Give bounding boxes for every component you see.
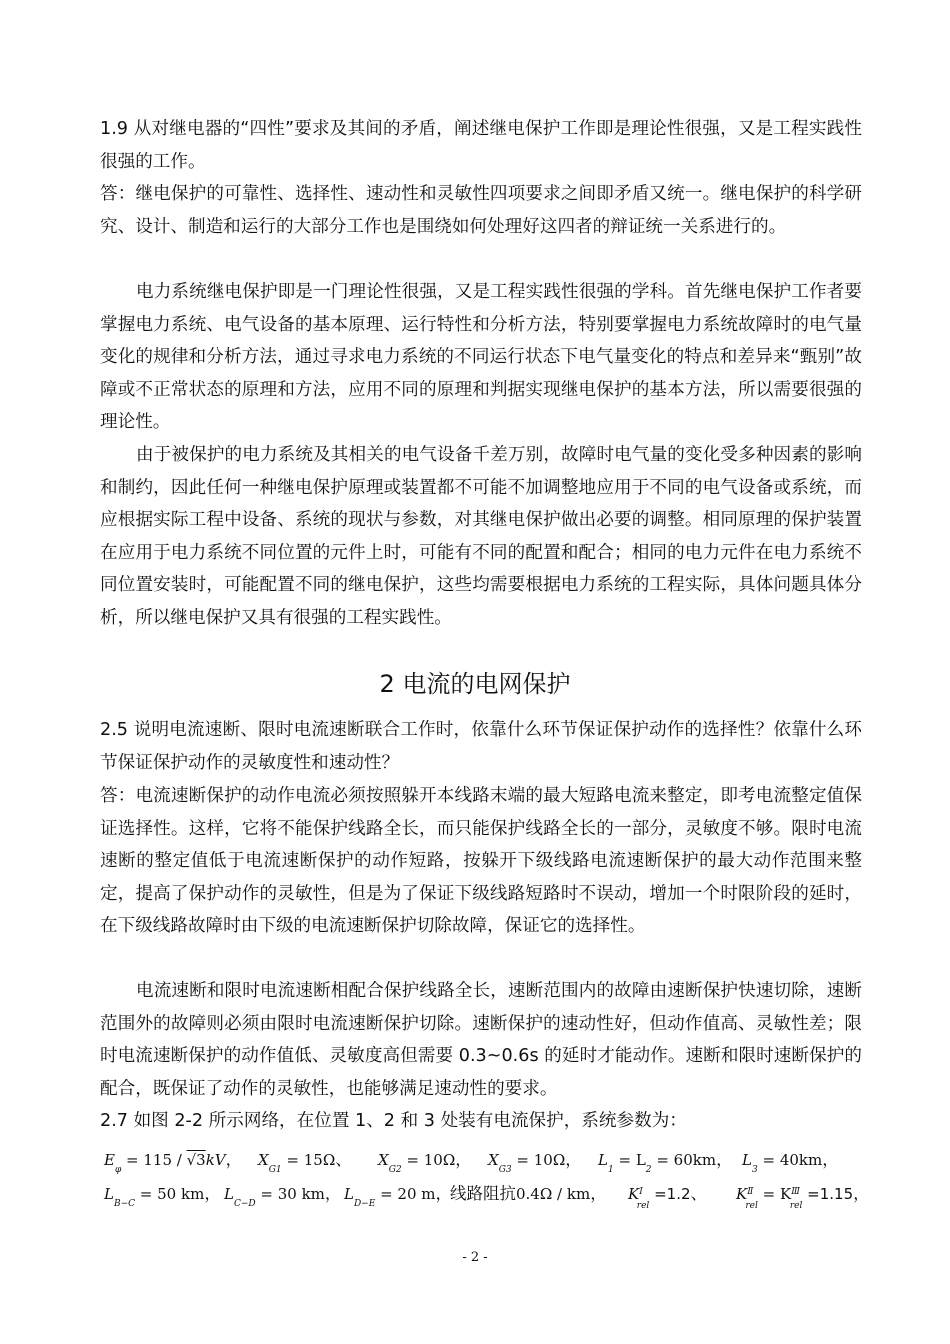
- answer-2-5: 答：电流速断保护的动作电流必须按照躲开本线路末端的最大短路电流来整定，即考电流整定值保证选择性。这样，它将不能保护线路全长，而只能保护线路全长的一部分，灵敏度不够。限时电流速断的整定值低于电流速断保护的动作短路，按躲开下级线路电流速断保护的最大动作范围来整定，提高了保护动作的灵敏性，但是为了保证下级线路短路时不误动，增加一个时限阶段的延时，在下级线路故障时由下级的电流速断保护切除故障，保证它的选择性。: [100, 786, 862, 936]
- param-line-impedance: 线路阻抗0.4Ω / km，: [450, 1184, 607, 1203]
- answer-1-9: 答：继电保护的可靠性、选择性、速动性和灵敏性四项要求之间即矛盾又统一。继电保护的科学研究、设计、制造和运行的大部分工作也是围绕如何处理好这四者的辩证统一关系进行的。: [100, 184, 862, 237]
- question-2-7: 2.7 如图 2-2 所示网络，在位置 1、2 和 3 处装有电流保护，系统参数为：: [100, 1111, 687, 1131]
- question-1-9: 1.9 从对继电器的“四性”要求及其间的矛盾，阐述继电保护工作即是理论性很强，又是工程实践性很强的工作。: [100, 119, 862, 172]
- param-k-rel-2-3: $K^Ⅱ_{rel} = K^Ⅲ_{rel} =1.15$，: [736, 1184, 870, 1211]
- paragraph-coordination: 电流速断和限时电流速断相配合保护线路全长，速断范围内的故障由速断保护快速切除，速断范围外的故障则必须由限时电流速断保护切除。速断保护的速动性好，但动作值高、灵敏性差；限时电流速断保护的动作值低、灵敏度高但需要 0.3~0.6s 的延时才能动作。速断和限时速断保护的配合，既保证了动作的灵敏性，也能够满足速动性的要求。: [100, 981, 862, 1099]
- paragraph-theory: 电力系统继电保护即是一门理论性很强，又是工程实践性很强的学科。首先继电保护工作者要掌握电力系统、电气设备的基本原理、运行特性和分析方法，特别要掌握电力系统故障时的电气量变化的规律和分析方法，通过寻求电力系统的不同运行状态下电气量变化的特点和差异来“甄别”故障或不正常状态的原理和方法，应用不同的原理和判据实现继电保护的基本方法，所以需要很强的理论性。: [100, 282, 862, 432]
- param-l1-l2: $L_1 = L_2 = 60km$，: [598, 1150, 733, 1175]
- param-xg1: $X_{G1} = 15\Omega$、: [258, 1150, 352, 1175]
- param-lbc: $L_{B-C} = 50$ km，: [104, 1184, 221, 1209]
- page-number: - 2 -: [462, 1250, 488, 1265]
- paragraph-practice: 由于被保护的电力系统及其相关的电气设备千差万别，故障时电气量的变化受多种因素的影响和制约，因此任何一种继电保护原理或装置都不可能不加调整地应用于不同的电气设备或系统，而应根据实际工程中设备、系统的现状与参数，对其继电保护做出必要的调整。相同原理的保护装置在应用于电力系统不同位置的元件上时，可能有不同的配置和配合；相同的电力元件在电力系统不同位置安装时，可能配置不同的继电保护，这些均需要根据电力系统的工程实际，具体问题具体分析，所以继电保护又具有很强的工程实践性。: [100, 445, 862, 628]
- param-l3: $L_3 = 40km$，: [742, 1150, 839, 1175]
- param-xg2: $X_{G2} = 10\Omega$，: [378, 1150, 472, 1175]
- param-e-phi: $E_\varphi = 115 / √3kV$，: [104, 1150, 243, 1175]
- param-lde: $L_{D-E} = 20$ m，: [344, 1184, 452, 1209]
- chapter-heading: 2 电流的电网保护: [379, 670, 571, 698]
- param-k-rel-1: $K^Ⅰ_{rel} =1.2$、: [628, 1184, 708, 1211]
- system-parameters: [100, 1142, 880, 1211]
- question-2-5: 2.5 说明电流速断、限时电流速断联合工作时，依靠什么环节保证保护动作的选择性？依靠什么环节保证保护动作的灵敏度性和速动性？: [100, 720, 862, 773]
- param-xg3: $X_{G3} = 10\Omega$，: [488, 1150, 582, 1175]
- param-lcd: $L_{C-D} = 30$ km，: [224, 1184, 342, 1209]
